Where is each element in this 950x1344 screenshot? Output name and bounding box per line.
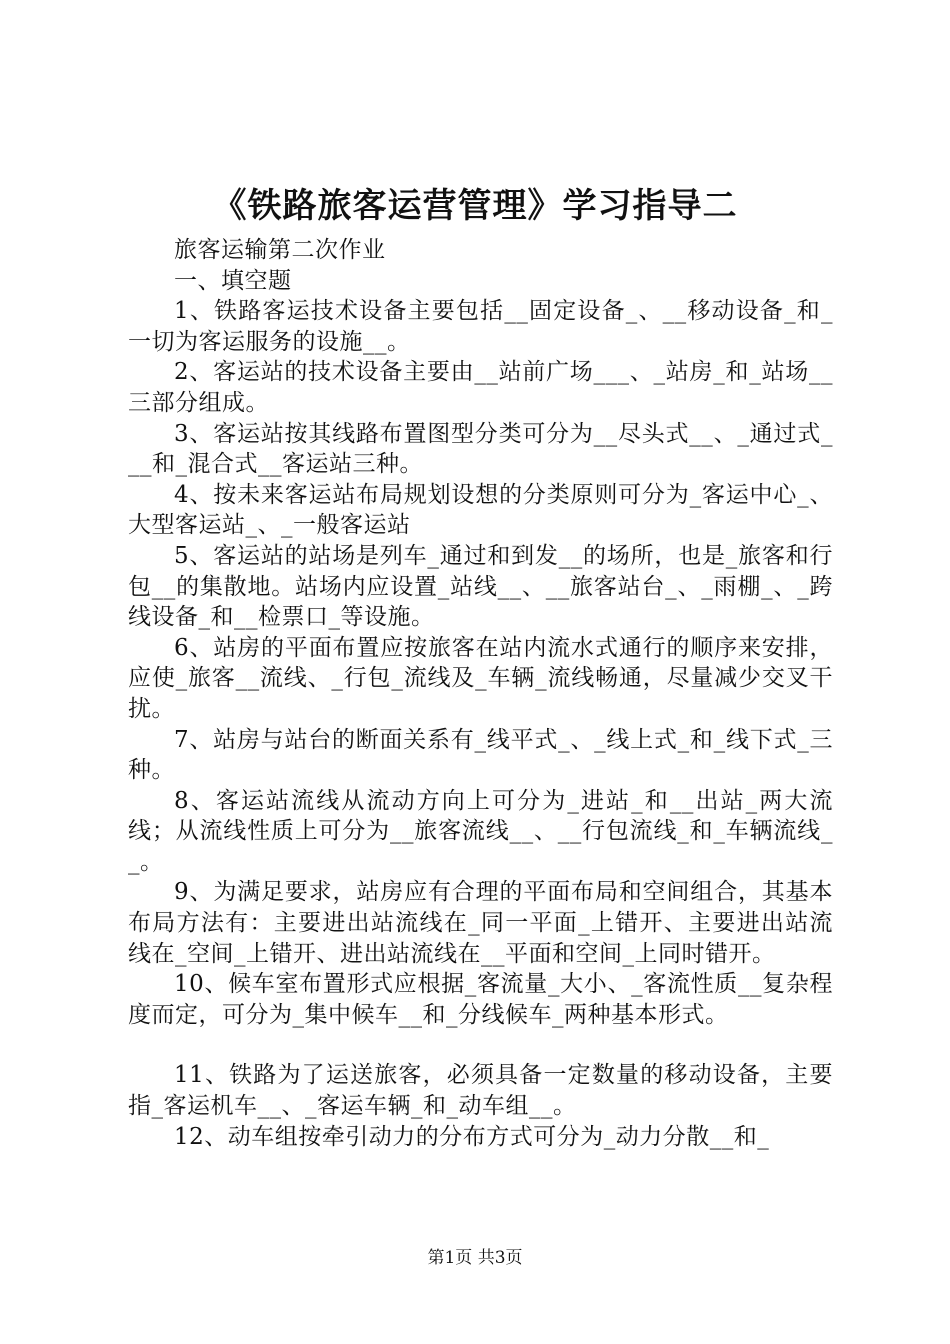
document-body	[128, 235, 833, 1152]
paragraph-item-6: 6、站房的平面布置应按旅客在站内流水式通行的顺序来安排，应使_旅客__流线、_行包_流线及_车辆_流线畅通，尽量减少交叉干扰。	[128, 634, 833, 722]
paragraph-item-3: 3、客运站按其线路布置图型分类可分为__尽头式__、_通过式___和_混合式__客运站三种。	[128, 420, 833, 478]
paragraph-item-5: 5、客运站的站场是列车_通过和到发__的场所，也是_旅客和行包__的集散地。站场内应设置_站线__、__旅客站台_、_雨棚_、_跨线设备_和__检票口_等设施。	[128, 542, 833, 631]
paragraph-item-9: 9、为满足要求，站房应有合理的平面布局和空间组合，其基本布局方法有：主要进出站流线在_同一平面_上错开、主要进出站流线在_空间_上错开、进出站流线在__平面和空间_上同时错开。	[128, 879, 833, 967]
paragraph-item-2: 2、客运站的技术设备主要由__站前广场___、_站房_和_站场__三部分组成。	[128, 359, 833, 416]
paragraph-item-10: 10、候车室布置形式应根据_客流量_大小、_客流性质__复杂程度而定，可分为_集中候车__和_分线候车_两种基本形式。	[128, 971, 833, 1028]
paragraph-item-7: 7、站房与站台的断面关系有_线平式_、_线上式_和_线下式_三种。	[128, 726, 833, 784]
document-title: 《铁路旅客运营管理》学习指导二	[212, 186, 738, 226]
paragraph-item-11: 11、铁路为了运送旅客，必须具备一定数量的移动设备，主要指_客运机车__、_客运车辆_和_动车组__。	[128, 1062, 833, 1120]
paragraph-item-8: 8、客运站流线从流动方向上可分为_进站_和__出站_两大流线；从流线性质上可分为__旅客流线__、__行包流线_和_车辆流线__。	[128, 787, 833, 875]
paragraph-subtitle: 旅客运输第二次作业	[174, 237, 386, 263]
paragraph-item-4: 4、按未来客运站布局规划设想的分类原则可分为_客运中心_、大型客运站_、_一般客运站	[128, 481, 833, 539]
paragraph-item-1: 1、铁路客运技术设备主要包括__固定设备_、__移动设备_和_一切为客运服务的设施__。	[128, 298, 833, 355]
paragraph-section-heading: 一、填空题	[174, 267, 292, 294]
paragraph-item-12: 12、动车组按牵引动力的分布方式可分为_动力分散__和_	[174, 1123, 770, 1150]
page-footer: 第1页 共3页	[427, 1248, 523, 1268]
